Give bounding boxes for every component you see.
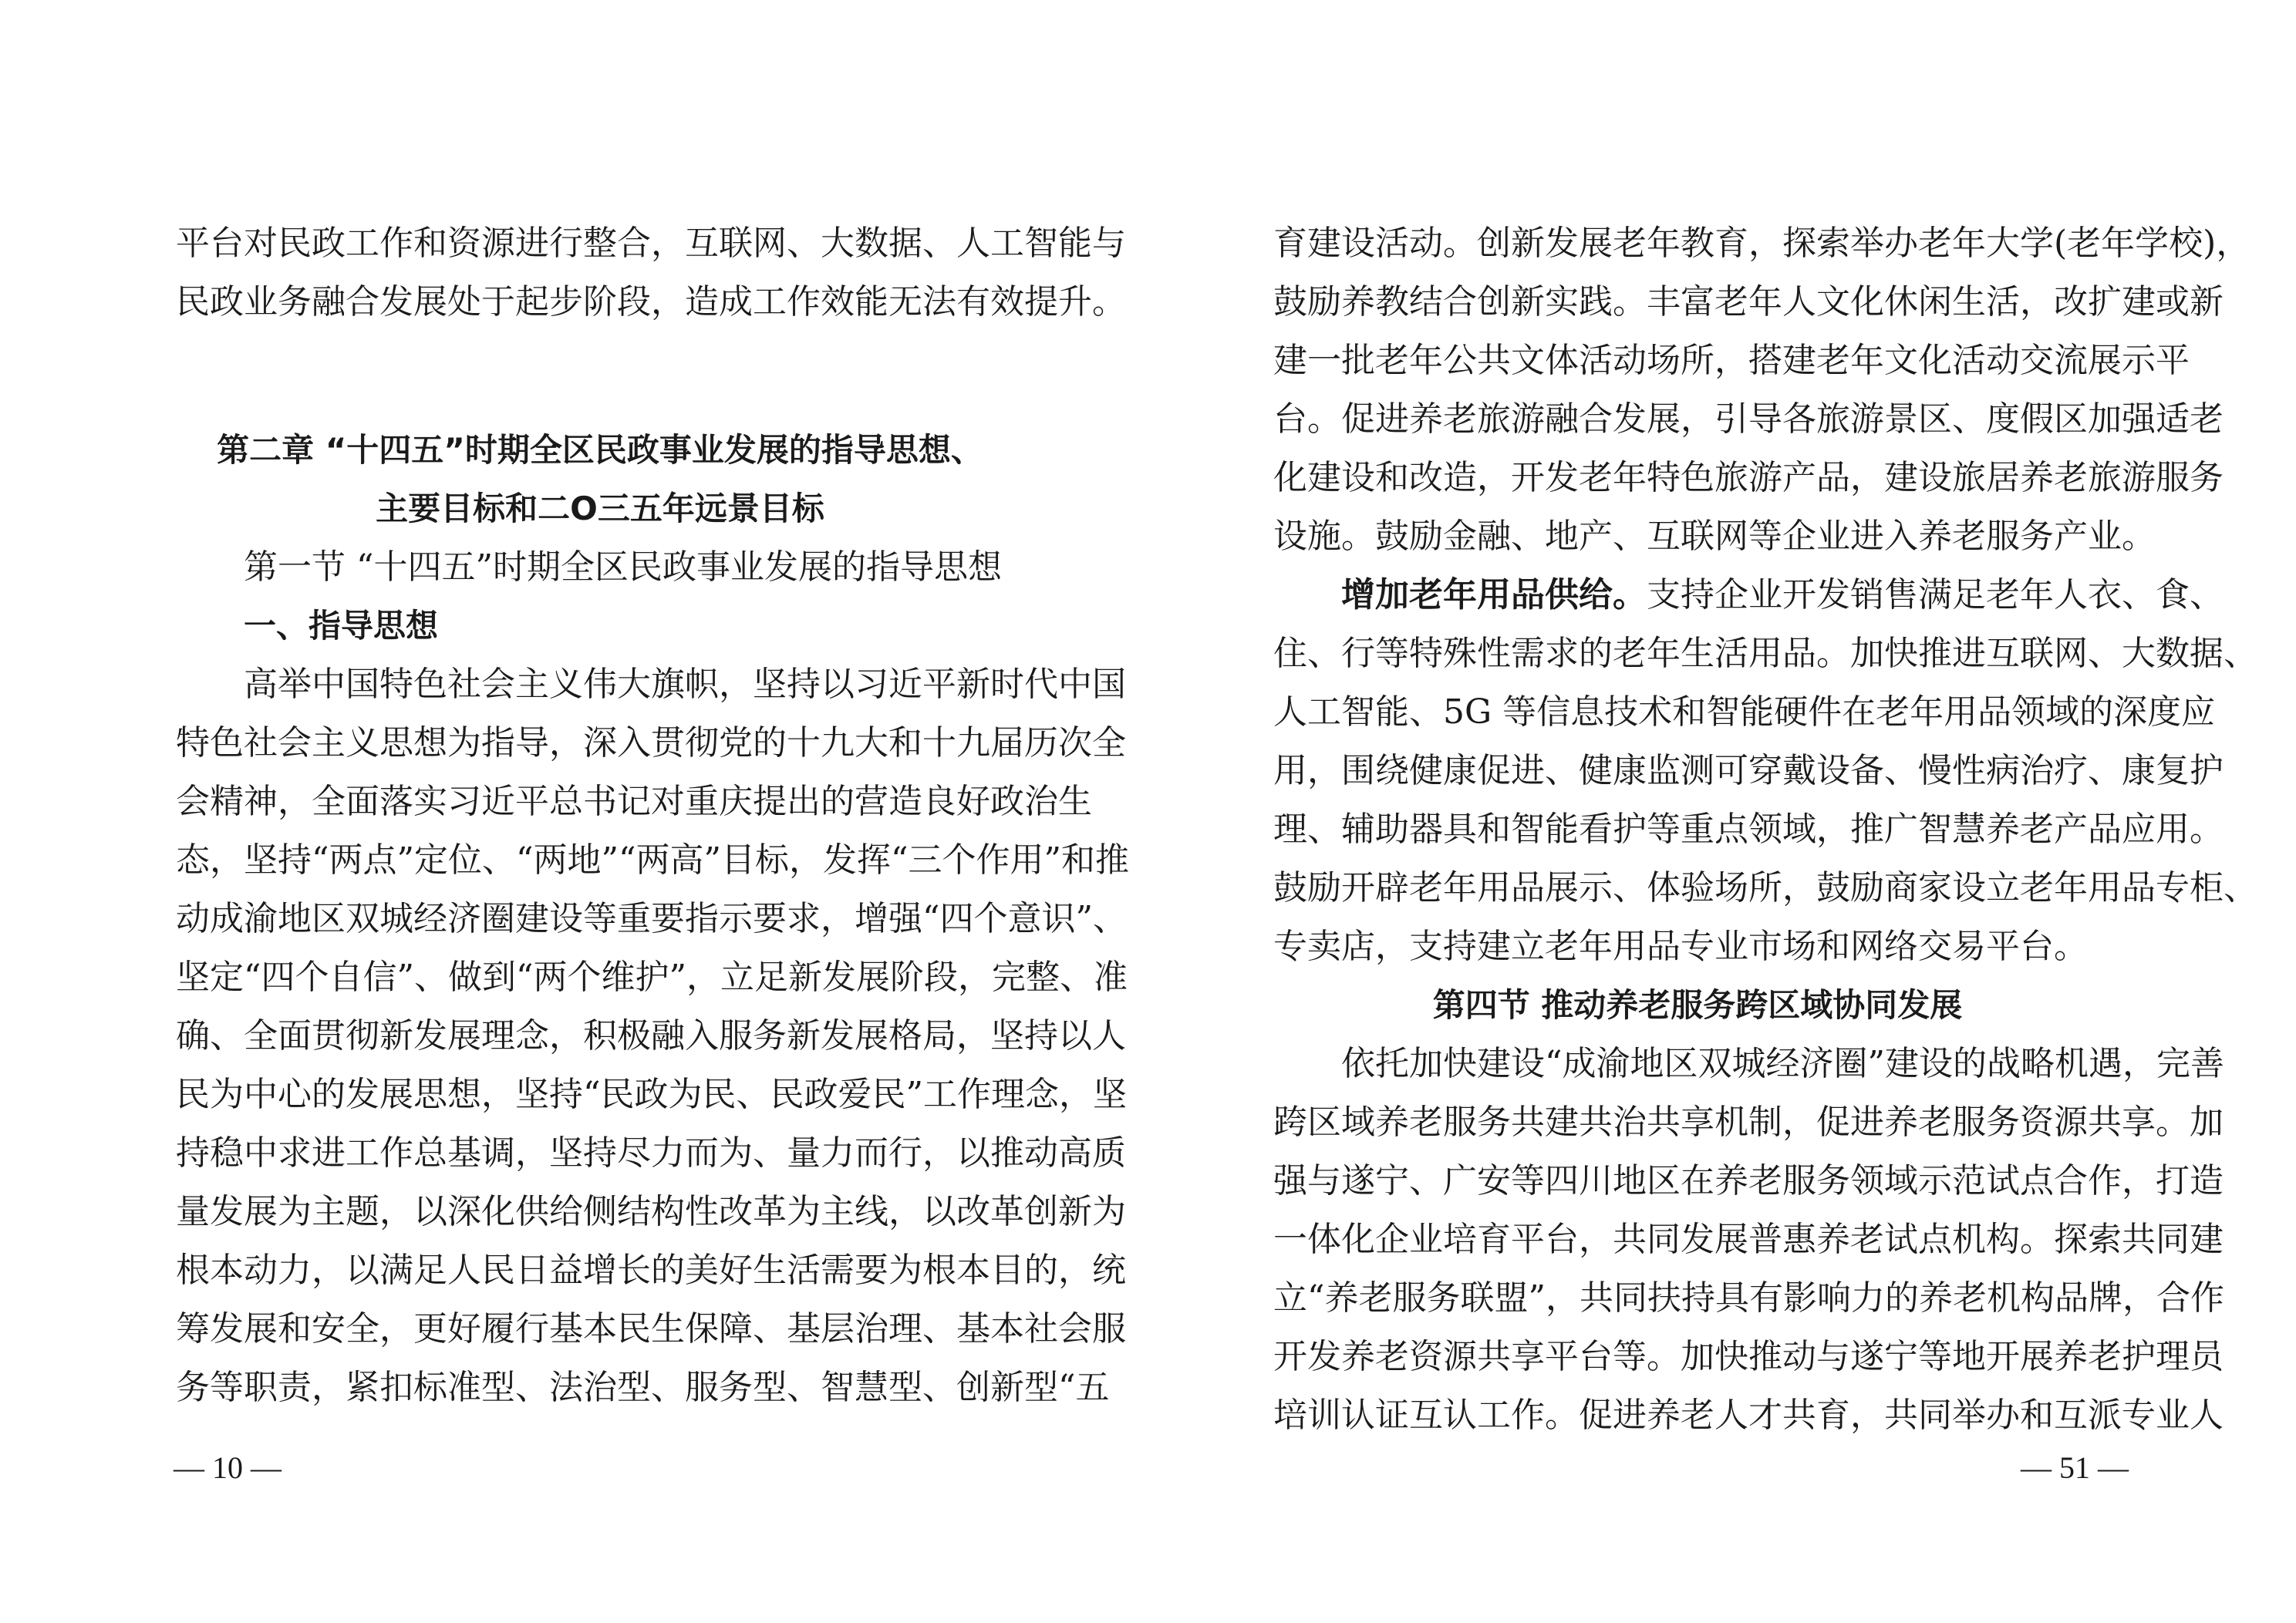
right-page-text	[1273, 214, 2257, 1445]
body-line: 开发养老资源共享平台等。加快推动与遂宁等地开展养老护理员	[1273, 1337, 2224, 1376]
body-line: 鼓励开辟老年用品展示、体验场所，鼓励商家设立老年用品专柜、	[1273, 868, 2257, 907]
body-line: 量发展为主题，以深化供给侧结构性改革为主线，以改革创新为	[176, 1192, 1126, 1231]
page-number: — 10 —	[174, 1450, 282, 1485]
body-line: 会精神，全面落实习近平总书记对重庆提出的营造良好政治生	[176, 782, 1092, 821]
body-line: 用，围绕健康促进、健康监测可穿戴设备、慢性病治疗、康复护	[1273, 751, 2224, 790]
page-number: — 51 —	[2021, 1450, 2129, 1485]
left-page-text	[176, 214, 1129, 1417]
body-line: 一体化企业培育平台，共同发展普惠养老试点机构。探索共同建	[1273, 1220, 2224, 1259]
body-line: 动成渝地区双城经济圈建设等重要指示要求，增强“四个意识”、	[176, 899, 1127, 938]
body-line: 坚定“四个自信”、做到“两个维护”，立足新发展阶段，完整、准	[176, 958, 1128, 997]
body-line: 确、全面贯彻新发展理念，积极融入服务新发展格局，坚持以人	[176, 1016, 1126, 1056]
body-line: 持稳中求进工作总基调，坚持尽力而为、量力而行，以推动高质	[176, 1133, 1126, 1173]
body-line: 依托加快建设“成渝地区双城经济圈”建设的战略机遇，完善	[1341, 1044, 2224, 1083]
paragraph-lead-line	[1273, 566, 2224, 625]
body-line: 民为中心的发展思想，坚持“民政为民、民政爱民”工作理念，坚	[176, 1075, 1127, 1114]
body-line: 民政业务融合发展处于起步阶段，造成工作效能无法有效提升。	[176, 282, 1126, 322]
body-line: 根本动力，以满足人民日益增长的美好生活需要为根本目的，统	[176, 1251, 1126, 1290]
section-title: 第四节 推动养老服务跨区域协同发展	[1432, 986, 1963, 1024]
body-line: 筹发展和安全，更好履行基本民生保障、基层治理、基本社会服	[176, 1309, 1126, 1349]
body-line: 台。促进养老旅游融合发展，引导各旅游景区、度假区加强适老	[1273, 399, 2224, 439]
chapter-title-line-2: 主要目标和二O三五年远景目标	[376, 490, 824, 527]
body-line: 专卖店，支持建立老年用品专业市场和网络交易平台。	[1273, 927, 2088, 966]
body-line: 育建设活动。创新发展老年教育，探索举办老年大学(老年学校)，	[1273, 224, 2250, 263]
body-line: 跨区域养老服务共建共治共享机制，促进养老服务资源共享。加	[1273, 1103, 2224, 1142]
paragraph-lead-rest: 支持企业开发销售满足老年人衣、食、	[1647, 575, 2224, 615]
subsection-title: 一、指导思想	[244, 607, 439, 645]
body-line: 设施。鼓励金融、地产、互联网等企业进入养老服务产业。	[1273, 517, 2156, 556]
spacer	[176, 390, 1024, 421]
body-line: 高举中国特色社会主义伟大旗帜，坚持以习近平新时代中国	[244, 665, 1126, 704]
body-line: 立“养老服务联盟”，共同扶持具有影响力的养老机构品牌，合作	[1273, 1278, 2224, 1318]
body-line: 务等职责，紧扣标准型、法治型、服务型、智慧型、创新型“五	[176, 1368, 1110, 1407]
body-line: 平台对民政工作和资源进行整合，互联网、大数据、人工智能与	[176, 224, 1126, 263]
section-title: 第一节 “十四五”时期全区民政事业发展的指导思想	[244, 547, 1002, 587]
body-line: 理、辅助器具和智能看护等重点领域，推广智慧养老产品应用。	[1273, 810, 2224, 849]
body-line: 住、行等特殊性需求的老年生活用品。加快推进互联网、大数据、	[1273, 634, 2257, 673]
spacer	[176, 332, 1024, 390]
paragraph-lead: 增加老年用品供给。	[1341, 575, 1647, 615]
body-line: 人工智能、5G 等信息技术和智能硬件在老年用品领域的深度应	[1273, 692, 2216, 732]
chapter-title-line-1: 第二章 “十四五”时期全区民政事业发展的指导思想、	[217, 431, 983, 469]
body-line: 建一批老年公共文体活动场所，搭建老年文化活动交流展示平	[1273, 341, 2190, 380]
body-line: 态，坚持“两点”定位、“两地”“两高”目标，发挥“三个作用”和推	[176, 840, 1129, 880]
body-line: 培训认证互认工作。促进养老人才共育，共同举办和互派专业人	[1273, 1396, 2224, 1435]
body-line: 化建设和改造，开发老年特色旅游产品，建设旅居养老旅游服务	[1273, 458, 2224, 497]
body-line: 特色社会主义思想为指导，深入贯彻党的十九大和十九届历次全	[176, 723, 1126, 763]
body-line: 强与遂宁、广安等四川地区在养老服务领域示范试点合作，打造	[1273, 1161, 2224, 1200]
body-line: 鼓励养教结合创新实践。丰富老年人文化休闲生活，改扩建或新	[1273, 282, 2224, 322]
